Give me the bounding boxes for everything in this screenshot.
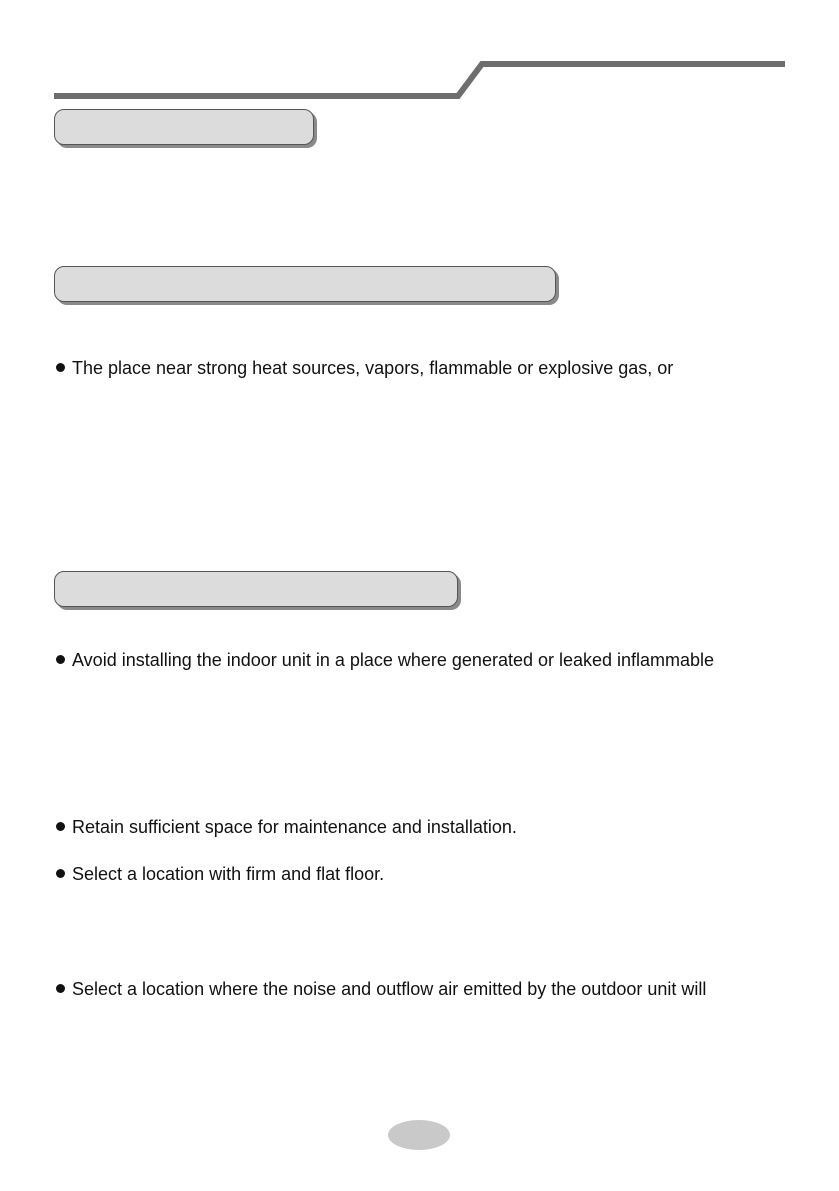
section-heading-1 (54, 109, 314, 145)
header-rule-line (54, 64, 785, 96)
bullet-item-noise-outflow (56, 978, 706, 1000)
bullet-item-retain-space (56, 816, 517, 838)
bullet-item-firm-floor (56, 863, 384, 885)
bullet-dot-icon (56, 984, 65, 993)
bullet-text: Select a location where the noise and outflow air emitted by the outdoor unit will (72, 979, 707, 999)
section-heading-2 (54, 266, 556, 302)
bullet-item-avoid-inflammable (56, 649, 714, 671)
bullet-text: Select a location with firm and flat floor. (72, 864, 385, 884)
header-rule (0, 0, 839, 110)
bullet-text: Avoid installing the indoor unit in a place where generated or leaked inflammable (72, 650, 715, 670)
bullet-dot-icon (56, 363, 65, 372)
bullet-text: The place near strong heat sources, vapors, flammable or explosive gas, or (72, 358, 674, 378)
page-number-badge (388, 1120, 450, 1150)
bullet-dot-icon (56, 869, 65, 878)
bullet-dot-icon (56, 822, 65, 831)
bullet-text: Retain sufficient space for maintenance and installation. (72, 817, 517, 837)
bullet-dot-icon (56, 655, 65, 664)
bullet-item-heat-sources (56, 357, 673, 379)
section-heading-3 (54, 571, 458, 607)
